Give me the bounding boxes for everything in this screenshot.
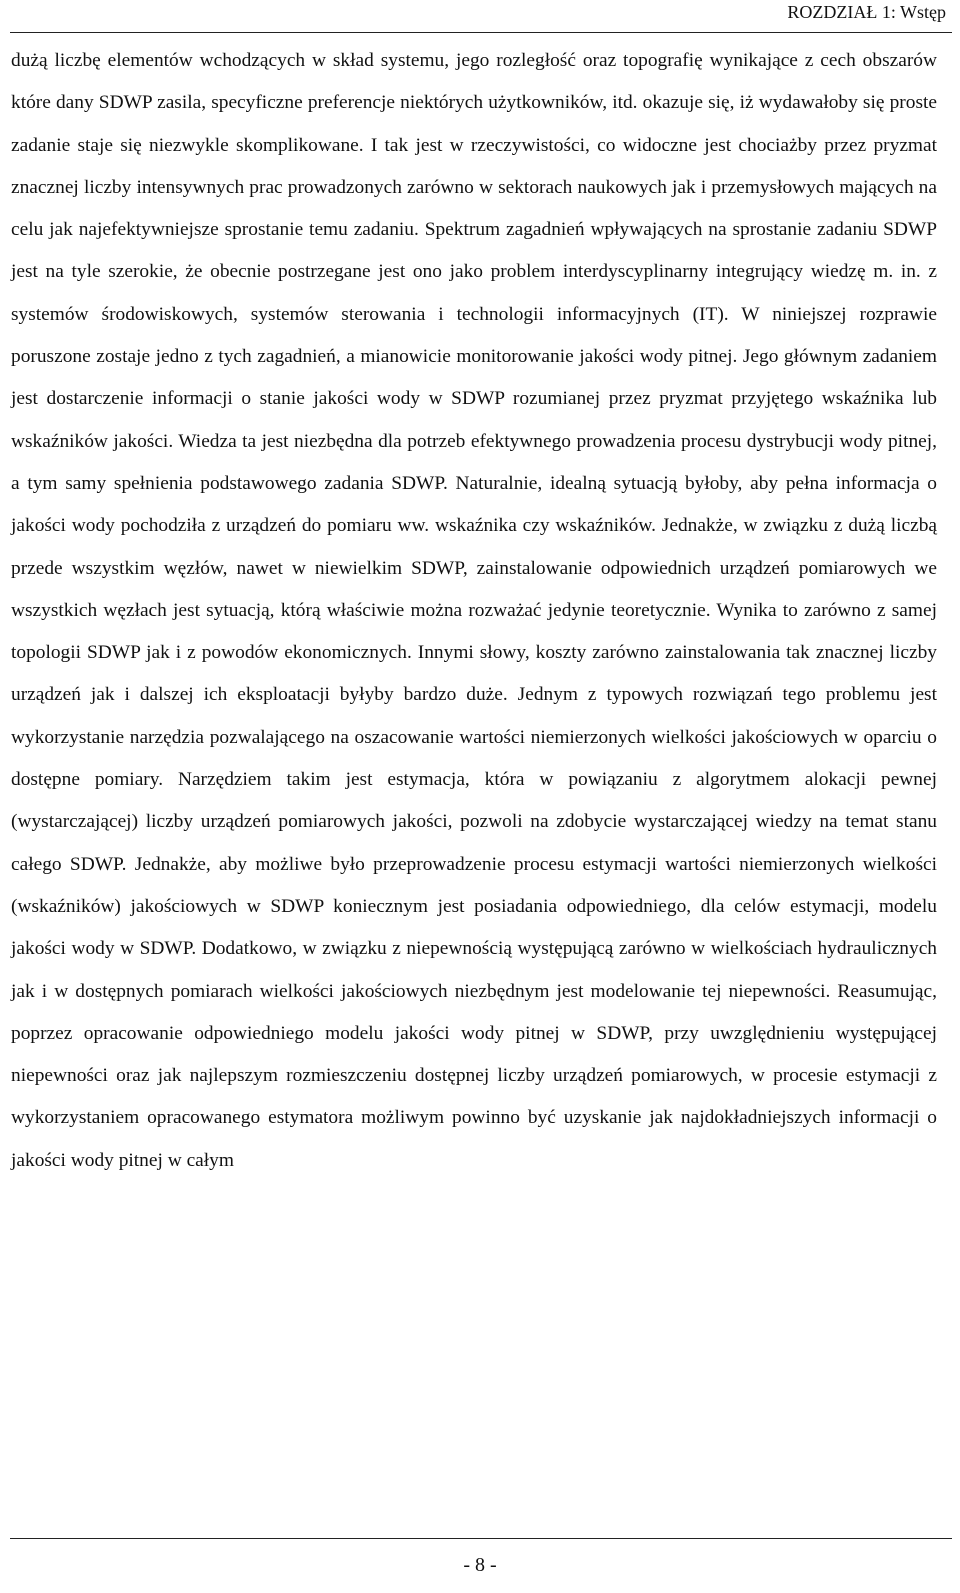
header-divider <box>10 32 952 33</box>
body-paragraph: dużą liczbę elementów wchodzących w skład systemu, jego rozległość oraz topografię wynikające z cech obszarów które dany SDWP zasila, specyficzne preferencje niektórych użytkowników, itd. okazuje się, iż wydawałoby się proste zadanie staje się niezwykle skomplikowane. I tak jest w rzeczywistości, co widoczne jest chociażby przez pryzmat znacznej liczby intensywnych prac prowadzonych zarówno w sektorach naukowych jak i przemysłowych mających na celu jak najefektywniejsze sprostanie temu zadaniu. Spektrum zagadnień wpływających na sprostanie zadaniu SDWP jest na tyle szerokie, że obecnie postrzegane jest ono jako problem interdyscyplinarny integrujący wiedzę m. in. z systemów środowiskowych, systemów sterowania i technologii informacyjnych (IT). W niniejszej rozprawie poruszone zostaje jedno z tych zagadnień, a mianowicie monitorowanie jakości wody pitnej. Jego głównym zadaniem jest dostarczenie informacji o stanie jakości wody w SDWP rozumianej przez pryzmat przyjętego wskaźnika lub wskaźników jakości. Wiedza ta jest niezbędna dla potrzeb efektywnego prowadzenia procesu dystrybucji wody pitnej, a tym samy spełnienia podstawowego zadania SDWP. Naturalnie, idealną sytuacją byłoby, aby pełna informacja o jakości wody pochodziła z urządzeń do pomiaru ww. wskaźnika czy wskaźników. Jednakże, w związku z dużą liczbą przede wszystkim węzłów, nawet w niewielkim SDWP, zainstalowanie odpowiednich urządzeń pomiarowych we wszystkich węzłach jest sytuacją, którą właściwie można rozważać jedynie teoretycznie. Wynika to zarówno z samej topologii SDWP jak i z powodów ekonomicznych. Innymi słowy, koszty zarówno zainstalowania tak znacznej liczby urządzeń jak i dalszej ich eksploatacji byłyby bardzo duże. Jednym z typowych rozwiązań tego problemu jest wykorzystanie narzędzia pozwalającego na oszacowanie wartości niemierzonych wielkości jakościowych w oparciu o dostępne pomiary. Narzędziem takim jest estymacja, która w powiązaniu z algorytmem alokacji pewnej (wystarczającej) liczby urządzeń pomiarowych jakości, pozwoli na zdobycie wystarczającej wiedzy na temat stanu całego SDWP. Jednakże, aby możliwe było przeprowadzenie procesu estymacji wartości niemierzonych wielkości (wskaźników) jakościowych w SDWP koniecznym jest posiadania odpowiedniego, dla celów estymacji, modelu jakości wody w SDWP. Dodatkowo, w związku z niepewnością występującą zarówno w wielkościach hydraulicznych jak i w dostępnych pomiarach wielkości jakościowych niezbędnym jest modelowanie tej niepewności. Reasumując, poprzez opracowanie odpowiedniego modelu jakości wody pitnej w SDWP, przy uwzględnieniu występującej niepewności oraz jak najlepszym rozmieszczeniu dostępnej liczby urządzeń pomiarowych, w procesie estymacji z wykorzystaniem opracowanego estymatora możliwym powinno być uzyskanie jak najdokładniejszych informacji o jakości wody pitnej w całym <box>11 50 937 1171</box>
footer-divider <box>10 1538 952 1539</box>
running-header: ROZDZIAŁ 1: Wstęp <box>787 2 946 22</box>
page-number: - 8 - <box>463 1554 497 1576</box>
